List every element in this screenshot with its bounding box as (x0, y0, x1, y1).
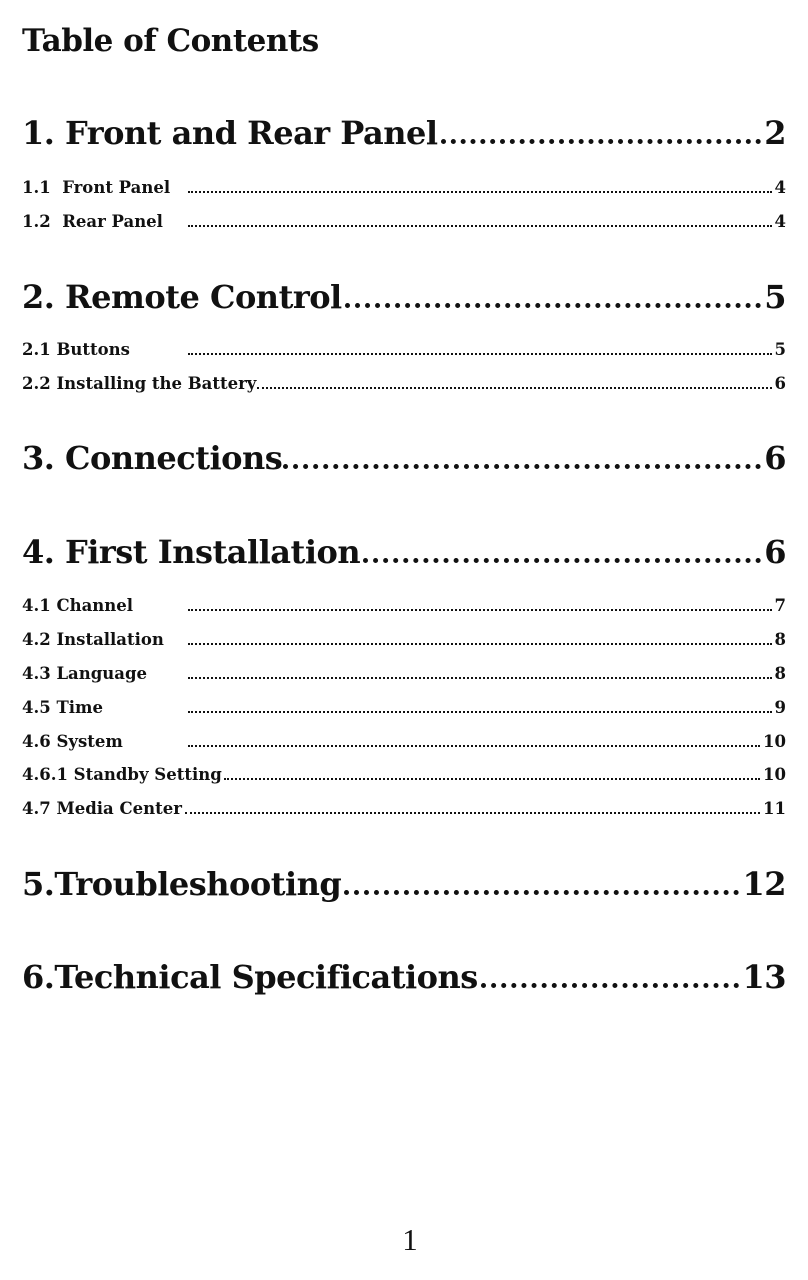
toc-page-number: 5 (774, 340, 786, 359)
toc-item-installation[interactable] (22, 629, 786, 651)
toc-page-number: 5 (764, 278, 786, 316)
toc-item-time[interactable] (22, 697, 786, 719)
dot-leader (188, 643, 772, 645)
dot-leader (188, 191, 772, 193)
toc-section-troubleshooting[interactable] (22, 864, 786, 904)
toc-item-label: 4.6 System (22, 732, 123, 751)
toc-page-number: 2 (764, 114, 786, 152)
dot-leader (283, 464, 761, 469)
dot-leader (188, 711, 772, 713)
toc-page-number: 8 (774, 664, 786, 683)
toc-item-label: 4.3 Language (22, 664, 147, 683)
dot-leader (188, 353, 772, 355)
toc-item-label: 4.6.1 Standby Setting (22, 765, 222, 784)
dot-leader (188, 609, 772, 611)
toc-page-number: 10 (763, 732, 786, 751)
dot-leader (188, 745, 760, 747)
toc-page-number: 7 (774, 596, 786, 615)
footer-page-number: 1 (402, 1222, 418, 1257)
toc-page-number: 4 (774, 178, 786, 197)
toc-item-standby-setting[interactable] (22, 764, 786, 786)
toc-section-front-and-rear-panel[interactable] (22, 113, 786, 153)
toc-page-number: 11 (763, 799, 786, 818)
toc-page-number: 6 (764, 439, 786, 477)
dot-leader (188, 225, 772, 227)
toc-page-number: 6 (764, 533, 786, 571)
toc-section-label: 3. Connections (22, 439, 283, 477)
toc-item-label: 4.2 Installation (22, 630, 164, 649)
toc-section-remote-control[interactable] (22, 277, 786, 317)
toc-item-installing-the-battery[interactable] (22, 373, 786, 395)
toc-item-front-panel[interactable] (22, 177, 786, 199)
toc-page-number: 4 (774, 212, 786, 231)
toc-item-label: 1.1 Front Panel (22, 178, 171, 197)
dot-leader (224, 778, 760, 780)
toc-page-number: 13 (742, 958, 786, 996)
dot-leader (344, 890, 739, 895)
toc-section-first-installation[interactable] (22, 532, 786, 572)
toc-section-label: 1. Front and Rear Panel (22, 114, 438, 152)
toc-section-technical-specifications[interactable] (22, 957, 786, 997)
toc-section-label: 5.Troubleshooting (22, 865, 342, 903)
toc-item-media-center[interactable] (22, 798, 786, 820)
toc-page-number: 10 (763, 765, 786, 784)
toc-item-system[interactable] (22, 731, 786, 753)
toc-page-number: 6 (774, 374, 786, 393)
toc-item-label: 1.2 Rear Panel (22, 212, 163, 231)
toc-section-connections[interactable] (22, 438, 786, 478)
toc-section-label: 4. First Installation (22, 533, 361, 571)
toc-page-number: 12 (742, 865, 786, 903)
toc-item-language[interactable] (22, 663, 786, 685)
toc-item-rear-panel[interactable] (22, 211, 786, 233)
dot-leader (188, 677, 772, 679)
toc-item-label: 2.2 Installing the Battery (22, 374, 257, 393)
toc-section-label: 6.Technical Specifications (22, 958, 478, 996)
dot-leader (441, 139, 762, 144)
dot-leader (185, 812, 760, 814)
dot-leader (481, 983, 740, 988)
toc-section-label: 2. Remote Control (22, 278, 342, 316)
toc-item-label: 2.1 Buttons (22, 340, 130, 359)
toc-item-buttons[interactable] (22, 339, 786, 361)
toc-page-number: 8 (774, 630, 786, 649)
toc-item-label: 4.1 Channel (22, 596, 134, 615)
toc-item-channel[interactable] (22, 595, 786, 617)
toc-page-number: 9 (774, 698, 786, 717)
toc-item-label: 4.5 Time (22, 698, 103, 717)
toc-item-label: 4.7 Media Center (22, 799, 182, 818)
dot-leader (257, 387, 771, 389)
dot-leader (345, 303, 762, 308)
page-title: Table of Contents (22, 23, 319, 59)
dot-leader (363, 558, 761, 563)
